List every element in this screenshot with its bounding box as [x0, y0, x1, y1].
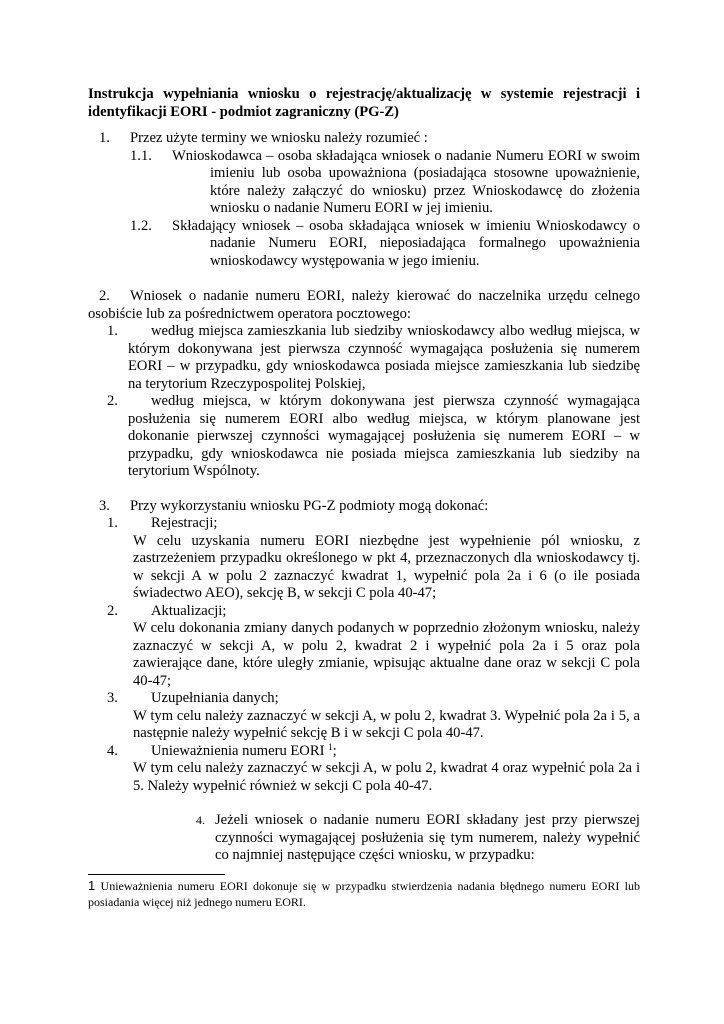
action-item-number: 3. — [107, 690, 118, 706]
list-item-text: według miejsca, w którym dokonywana jest pierwsza czynność wymagająca posłużenia się numerem EORI albo według miejsca, w którym planowane jest dokonanie pierwszej czynności wymagającej posłużenia się numerem EORI – w przypadku, gdy wnioskodawca nie posiada miejsca zamieszkania lub siedziby na terytorium Wspólnoty. — [128, 393, 640, 479]
section-3-heading — [99, 498, 640, 516]
footnote-separator — [88, 874, 225, 875]
action-item-number: 4. — [107, 742, 118, 759]
section-1-heading — [99, 130, 640, 148]
footnote-text: Unieważnienia numeru EORI dokonuje się w przypadku stwierdzenia nadania błędnego numeru EORI lub posiadania więcej niż jednego numeru EORI. — [88, 879, 640, 909]
section-2 — [88, 288, 640, 481]
list-item — [88, 393, 640, 481]
list-item — [88, 323, 640, 393]
definition-number: 1.2. — [130, 217, 152, 234]
action-item-description: W tym celu należy zaznaczyć w sekcji A, w polu 2, kwadrat 4 oraz wypełnić pola 2a i 5. Należy wypełnić również w sekcji C pola 40-47. — [133, 760, 640, 794]
section-1-number: 1. — [99, 130, 110, 146]
section-3 — [88, 498, 640, 796]
action-item-number: 2. — [107, 602, 118, 619]
footnote — [88, 878, 640, 910]
section-4 — [196, 812, 640, 865]
definition-item — [130, 218, 640, 271]
action-item-label — [88, 515, 640, 533]
document-page — [88, 86, 640, 865]
section-2-heading — [88, 288, 640, 323]
action-item-title: Uzupełniania danych; — [151, 690, 279, 706]
section-3-number: 3. — [99, 497, 110, 514]
action-item-number: 1. — [107, 515, 118, 531]
footnote-number: 1 — [88, 878, 96, 893]
section-4-text: Jeżeli wniosek o nadanie numeru EORI składany jest przy pierwszej czynności wymagającej posłużenia się tym numerem, należy wypełnić co najmniej następujące części wniosku, w przypadku: — [215, 812, 640, 863]
action-item-label — [88, 743, 640, 761]
section-2-number: 2. — [99, 288, 110, 304]
list-item-number: 2. — [107, 393, 118, 409]
action-item-title: Rejestracji; — [151, 515, 218, 531]
action-item-description: W tym celu należy zaznaczyć w sekcji A, w polu 2, kwadrat 3. Wypełnić pola 2a i 5, a następnie należy wypełnić sekcję B i w sekcji C pola 40-47. — [133, 707, 640, 741]
action-item-description: W celu dokonania zmiany danych podanych w poprzednio złożonym wniosku, należy zaznaczyć w sekcji A, w polu 2, kwadrat 2 i wypełnić pola 2a i 5 oraz pola zawierające dane, które uległy zmianie, wpisując aktualne dane oraz w sekcji C pola 40-47; — [133, 620, 640, 689]
list-item-text: według miejsca zamieszkania lub siedziby wnioskodawcy albo według miejsca, w którym dokonywana jest pierwsza czynność wymagająca posłużenia się numerem EORI – w przypadku, gdy wnioskodawca posiada miejsce zamieszkania lub siedzibę na terytorium Rzeczypospolitej Polskiej, — [128, 323, 640, 392]
section-2-text: Wniosek o nadanie numeru EORI, należy kierować do naczelnika urzędu celnego osobiście lub za pośrednictwem operatora pocztowego: — [88, 288, 640, 322]
definition-item — [130, 148, 640, 218]
definition-text: Składający wniosek – osoba składająca wniosek w imieniu Wnioskodawcy o nadanie Numeru EORI, nieposiadająca formalnego upoważnienia wnioskodawcy występowania w jego imieniu. — [172, 217, 640, 269]
action-item-suffix: ; — [332, 742, 337, 759]
section-1-text: Przez użyte terminy we wniosku należy rozumieć : — [130, 130, 428, 146]
action-item-title: Unieważnienia numeru EORI — [151, 742, 325, 759]
action-item-label — [88, 603, 640, 621]
action-item-description: W celu uzyskania numeru EORI niezbędne jest wypełnienie pól wniosku, z zastrzeżeniem przypadku określonego w pkt 4, przeznaczonych dla wnioskodawcy tj. w sekcji A w polu 2 zaznaczyć kwadrat 1, wypełnić pola 2a i 6 (o ile posiada świadectwo AEO), sekcję B, w sekcji C pola 40-47; — [133, 532, 640, 601]
definition-text: Wnioskodawca – osoba składająca wniosek o nadanie Numeru EORI w swoim imieniu lub osoba upoważniona (posiadająca stosowne upoważnienie, które należy załączyć do wniosku) przez Wnioskodawcę do złożenia wniosku o nadanie Numeru EORI w jej imieniu. — [172, 147, 640, 216]
section-3-text: Przy wykorzystaniu wniosku PG-Z podmioty mogą dokonać: — [130, 497, 489, 514]
list-item-number: 1. — [107, 323, 118, 339]
section-1 — [88, 130, 640, 270]
section-4-number: 4. — [196, 813, 205, 827]
action-item-title: Aktualizacji; — [151, 602, 227, 619]
definition-number: 1.1. — [130, 147, 152, 164]
action-item-label — [88, 690, 640, 708]
document-title: Instrukcja wypełniania wniosku o rejestrację/aktualizację w systemie rejestracji i identyfikacji EORI - podmiot zagraniczny (PG-Z) — [88, 86, 640, 120]
footnote-reference[interactable]: 1 — [328, 741, 333, 752]
